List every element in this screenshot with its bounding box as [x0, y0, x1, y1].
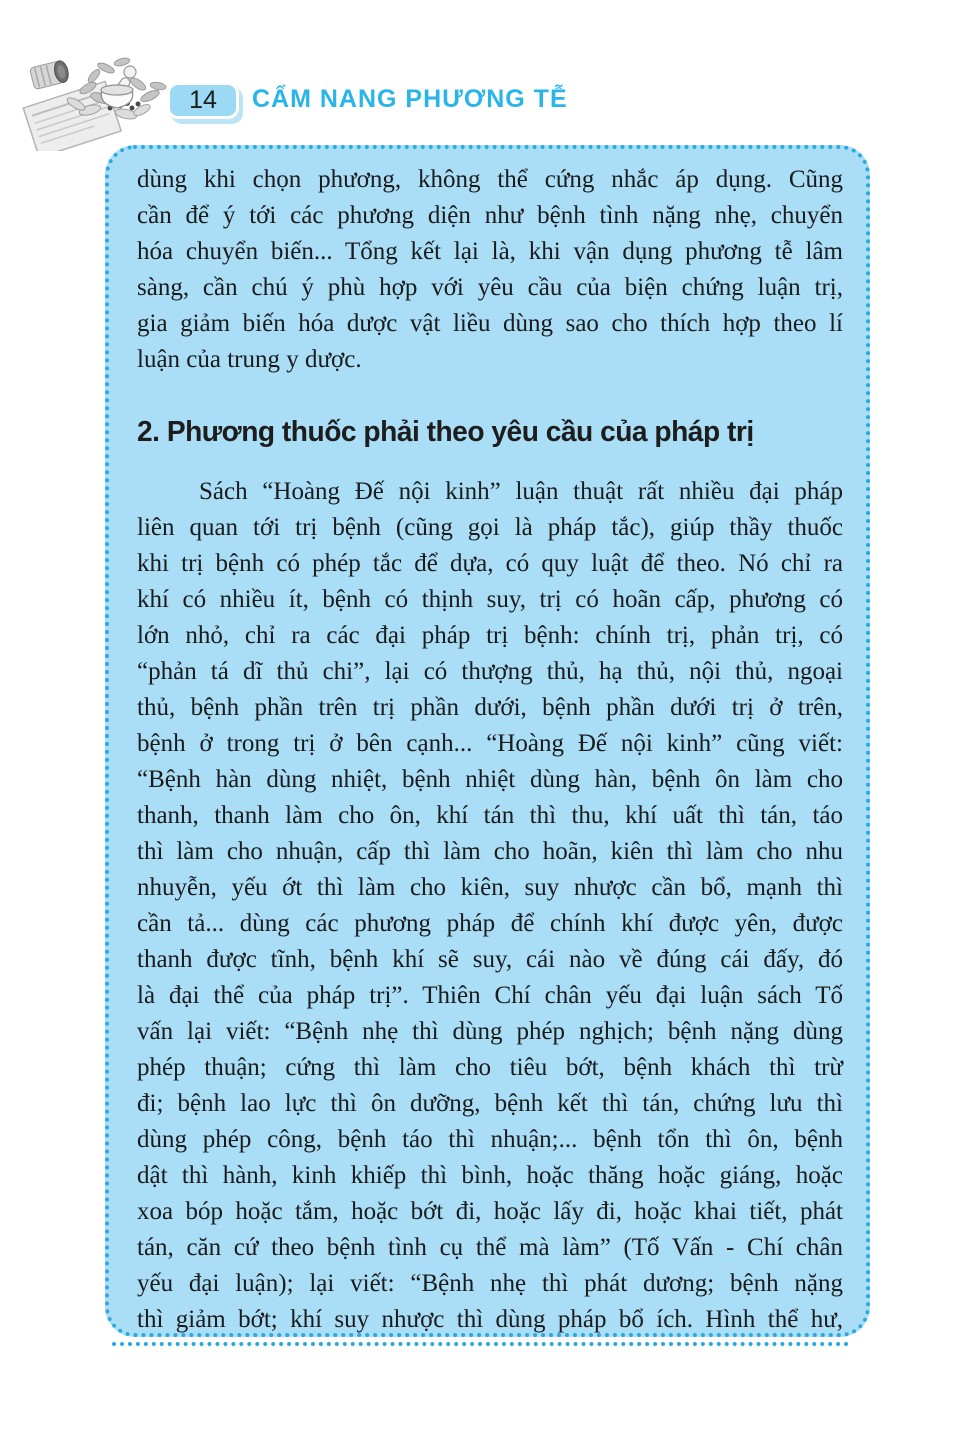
text-line: vấn lại viết: “Bệnh nhẹ thì dùng phép nghịch; bệnh nặng dùng [137, 1018, 843, 1045]
paragraph-body [137, 474, 843, 1338]
section-heading: 2. Phương thuốc phải theo yêu cầu của pháp trị [137, 416, 754, 448]
text-line: tán, căn cứ theo bệnh tình cụ thể mà làm” (Tố Vấn - Chí chân [137, 1234, 843, 1261]
text-line: hóa chuyển biến... Tổng kết lại là, khi vận dụng phương tễ lâm [137, 238, 843, 265]
text-line: thì làm cho nhuận, cấp thì làm cho hoãn, kiên thì làm cho nhu [137, 838, 843, 865]
text-line: dùng khi chọn phương, không thể cứng nhắc áp dụng. Cũng [137, 166, 843, 193]
book-title: CẨM NANG PHƯƠNG TỄ [252, 85, 568, 113]
text-line: thì giảm bớt; khí suy nhược thì dùng pháp bổ ích. Hình thể hư, [137, 1306, 843, 1333]
text-line: khí có nhiều ít, bệnh có thịnh suy, trị có hoãn cấp, phương có [137, 586, 843, 613]
text-line: Sách “Hoàng Đế nội kinh” luận thuật rất nhiều đại pháp [199, 478, 843, 505]
decorative-dotted-line [112, 1342, 849, 1346]
text-line: lớn nhỏ, chỉ ra các đại pháp trị bệnh: chính trị, phản trị, có [137, 622, 843, 649]
text-line: thủ, bệnh phần trên trị phần dưới, bệnh phần dưới trị ở trên, [137, 694, 843, 721]
text-line: dùng phép công, bệnh táo thì nhuận;... bệnh tổn thì ôn, bệnh [137, 1126, 843, 1153]
text-line: sàng, cần chú ý phù hợp với yêu cầu của biện chứng luận trị, [137, 274, 843, 301]
page-number-badge [167, 82, 239, 119]
text-line: phép thuận; cứng thì làm cho tiêu bớt, bệnh khách thì trừ [137, 1054, 843, 1081]
content-panel [105, 145, 870, 1337]
text-line: yếu đại luận); lại viết: “Bệnh nhẹ thì phát dương; bệnh nặng [137, 1270, 843, 1297]
page-number: 14 [189, 86, 217, 114]
text-line: xoa bóp hoặc tắm, hoặc bớt đi, hoặc lấy đi, hoặc khai tiết, phát [137, 1198, 843, 1225]
text-line: “Bệnh hàn dùng nhiệt, bệnh nhiệt dùng hàn, bệnh ôn làm cho [137, 766, 843, 793]
text-line: nhuyễn, yếu ớt thì làm cho kiên, suy nhược cần bổ, mạnh thì [137, 874, 843, 901]
paragraph-continued [137, 162, 843, 378]
text-line: đi; bệnh lao lực thì ôn dưỡng, bệnh kết thì tán, chứng lưu thì [137, 1090, 843, 1117]
text-line: cần để ý tới các phương diện như bệnh tình nặng nhẹ, chuyển [137, 202, 843, 229]
text-line: là đại thể của pháp trị”. Thiên Chí chân yếu đại luận sách Tố [137, 982, 843, 1009]
mortar-pestle-illustration [10, 46, 175, 151]
text-line: thanh, thanh làm cho ôn, khí tán thì thu, khí uất thì tán, táo [137, 802, 843, 829]
text-line: cần tả... dùng các phương pháp để chính khí được yên, được [137, 910, 843, 937]
text-line: thanh được tĩnh, bệnh khí sẽ suy, cái nào về đúng cái đấy, đó [137, 946, 843, 973]
text-line: dật thì hành, kinh khiếp thì bình, hoặc thăng hoặc giáng, hoặc [137, 1162, 843, 1189]
text-line: khi trị bệnh có phép tắc để dựa, có quy luật để theo. Nó chỉ ra [137, 550, 843, 577]
text-line: luận của trung y dược. [137, 346, 362, 373]
text-line: bệnh ở trong trị ở bên cạnh... “Hoàng Đế nội kinh” cũng viết: [137, 730, 843, 757]
text-line: liên quan tới trị bệnh (cũng gọi là pháp tắc), giúp thầy thuốc [137, 514, 843, 541]
text-line: “phản tá dĩ thủ chi”, lại có thượng thủ, hạ thủ, nội thủ, ngoại [137, 658, 843, 685]
text-line: gia giảm biến hóa dược vật liều dùng sao cho thích hợp theo lí [137, 310, 843, 337]
